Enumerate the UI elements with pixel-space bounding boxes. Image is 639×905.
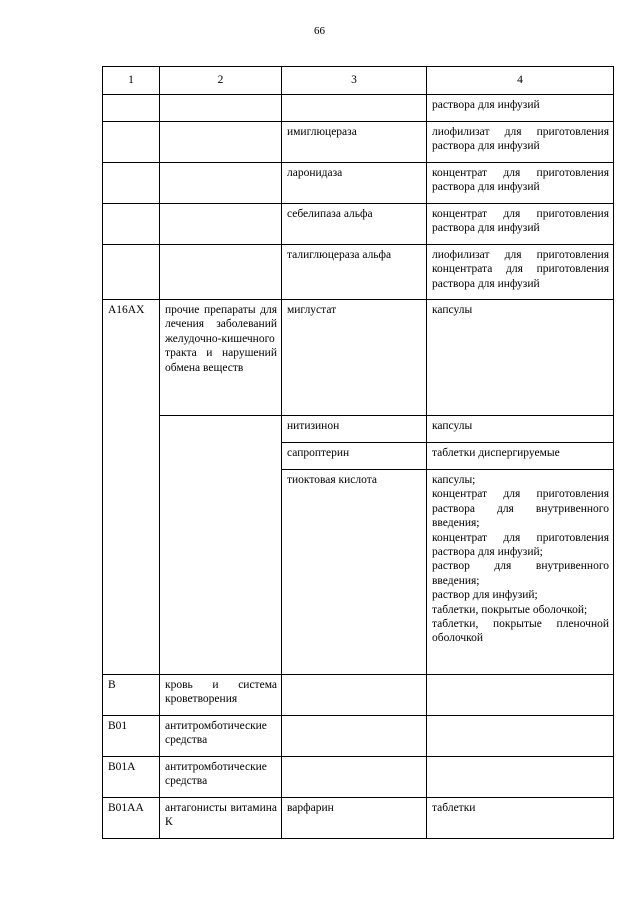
drug-name-cell: имиглюцераза (282, 122, 427, 163)
dosage-form: таблетки, покрытые пленочной оболочкой (432, 618, 609, 645)
drug-name-cell (282, 716, 427, 757)
drug-name-cell: миглустат (282, 300, 427, 416)
atc-code-cell: B01A (103, 757, 160, 798)
drug-name-cell (282, 95, 427, 122)
column-header: 2 (160, 67, 282, 95)
column-header: 1 (103, 67, 160, 95)
group-cell (160, 245, 282, 300)
dosage-form-cell (427, 675, 614, 716)
dosage-form-cell (427, 163, 614, 204)
drug-name-cell: талиглюцераза альфа (282, 245, 427, 300)
dosage-form-cell (427, 245, 614, 300)
drug-name-cell (282, 675, 427, 716)
drug-table (102, 66, 614, 839)
dosage-form-cell (427, 95, 614, 122)
dosage-form: капсулы; (432, 474, 476, 486)
table-row (103, 416, 614, 443)
table-row (103, 716, 614, 757)
drug-name-cell: ларонидаза (282, 163, 427, 204)
group-cell (160, 163, 282, 204)
dosage-form: концентрат для приготовления раствора для внутривенного введения; (432, 488, 609, 530)
atc-code-cell (103, 245, 160, 300)
atc-code-cell: B01 (103, 716, 160, 757)
atc-code-cell: B01AA (103, 798, 160, 839)
dosage-form: лиофилизат для приготовления раствора для инфузий (432, 126, 609, 153)
atc-code-cell (103, 163, 160, 204)
table-row (103, 675, 614, 716)
group-cell (160, 416, 282, 675)
table-row (103, 204, 614, 245)
table-row (103, 95, 614, 122)
dosage-form-cell (427, 716, 614, 757)
table-row (103, 122, 614, 163)
dosage-form: лиофилизат для приготовления концентрата для приготовления раствора для инфузий (432, 249, 609, 290)
dosage-form: раствор для внутривенного введения; (432, 560, 609, 587)
group-cell: кровь и система кроветворения (160, 675, 282, 716)
dosage-form-cell (427, 300, 614, 416)
dosage-form: таблетки (432, 802, 476, 814)
dosage-form-cell (427, 443, 614, 470)
dosage-form-cell (427, 757, 614, 798)
dosage-form: концентрат для приготовления раствора для инфузий (432, 208, 609, 235)
atc-code-cell: A16AX (103, 300, 160, 675)
dosage-form: раствора для инфузий (432, 99, 540, 111)
group-cell (160, 122, 282, 163)
group-cell (160, 204, 282, 245)
drug-name-cell: сапроптерин (282, 443, 427, 470)
dosage-form-cell (427, 122, 614, 163)
atc-code-cell (103, 204, 160, 245)
group-cell: антитромботические средства (160, 716, 282, 757)
dosage-form: капсулы (432, 304, 473, 316)
table-row (103, 798, 614, 839)
atc-code-cell (103, 95, 160, 122)
group-cell: антитромботические средства (160, 757, 282, 798)
table-header-row (103, 67, 614, 95)
column-header: 3 (282, 67, 427, 95)
dosage-form: капсулы (432, 420, 473, 432)
group-cell (160, 95, 282, 122)
dosage-form: таблетки, покрытые оболочкой; (432, 603, 588, 616)
page-number: 66 (314, 25, 325, 37)
dosage-form-cell (427, 470, 614, 675)
dosage-form: концентрат для приготовления раствора для инфузий; (432, 531, 609, 559)
drug-name-cell: себелипаза альфа (282, 204, 427, 245)
group-cell: антагонисты витамина К (160, 798, 282, 839)
drug-name-cell (282, 757, 427, 798)
drug-name-cell: варфарин (282, 798, 427, 839)
table-row (103, 245, 614, 300)
table-row (103, 163, 614, 204)
atc-code-cell: B (103, 675, 160, 716)
dosage-form-cell (427, 204, 614, 245)
drug-name-cell: тиоктовая кислота (282, 470, 427, 675)
dosage-form-cell (427, 798, 614, 839)
dosage-form-cell (427, 416, 614, 443)
dosage-form: таблетки диспергируемые (432, 447, 560, 459)
group-cell: прочие препараты для лечения заболеваний желудочно-кишечного тракта и нарушений обмена веществ (160, 300, 282, 416)
dosage-form: раствор для инфузий; (432, 589, 538, 602)
atc-code-cell (103, 122, 160, 163)
table-row (103, 300, 614, 416)
column-header: 4 (427, 67, 614, 95)
dosage-form: концентрат для приготовления раствора для инфузий (432, 167, 609, 194)
drug-name-cell: нитизинон (282, 416, 427, 443)
table-row (103, 757, 614, 798)
